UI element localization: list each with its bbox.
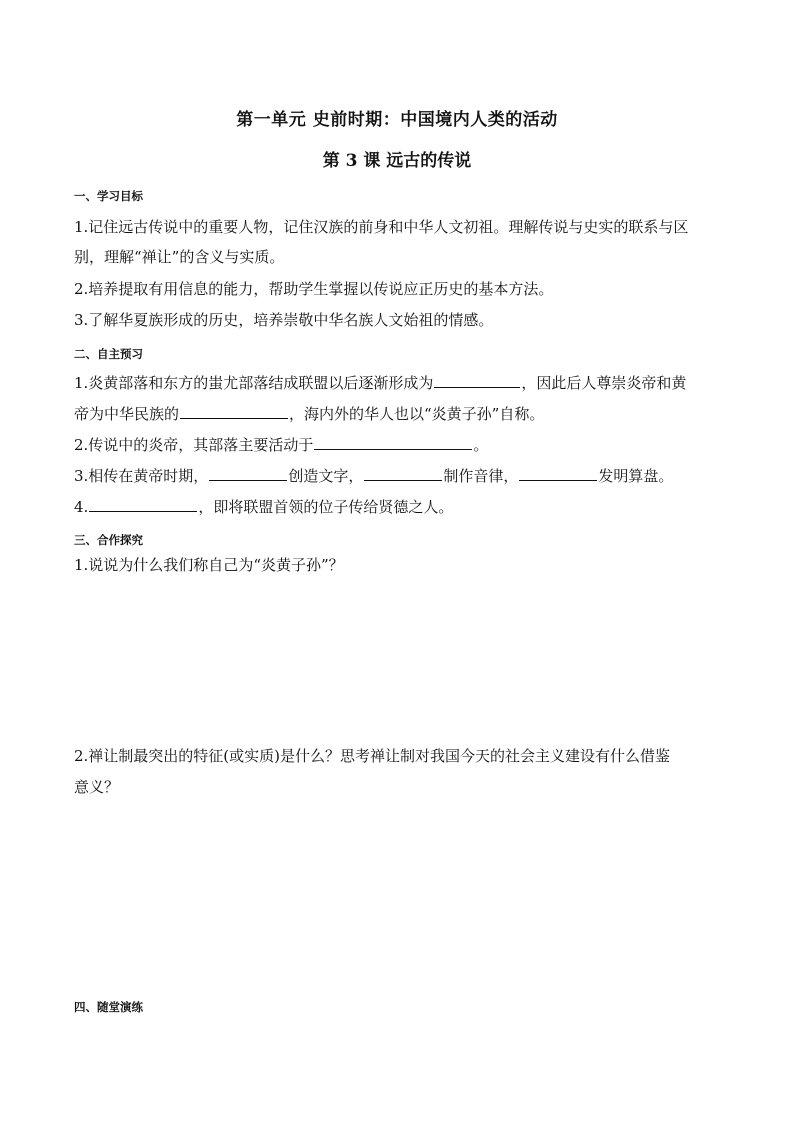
unit-title: 第一单元 史前时期：中国境内人类的活动 <box>236 110 558 130</box>
preview-question-2 <box>74 430 734 460</box>
answer-blank[interactable] <box>209 463 287 481</box>
question-text: 。 <box>473 436 489 454</box>
inquiry-question-2-line-2: 意义？ <box>74 778 120 796</box>
answer-blank[interactable] <box>519 463 597 481</box>
goal-line-2: 别，理解“禅让”的含义与实质。 <box>74 248 285 266</box>
question-text: ，即将联盟首领的位子传给贤德之人。 <box>198 498 454 516</box>
goal-line-4: 3.了解华夏族形成的历史，培养崇敬中华名族人文始祖的情感。 <box>74 311 494 329</box>
inquiry-question-1: 1.说说为什么我们称自己为“炎黄子孙”？ <box>74 556 344 574</box>
answer-blank[interactable] <box>180 401 288 419</box>
question-text: 1.炎黄部落和东方的蚩尤部落结成联盟以后逐渐形成为 <box>74 374 434 392</box>
question-text: 2.传说中的炎帝，其部落主要活动于 <box>74 436 314 454</box>
answer-blank[interactable] <box>89 494 197 512</box>
goal-line-1: 1.记住远古传说中的重要人物，记住汉族的前身和中华人文初祖。理解传说与史实的联系与区 <box>74 218 689 236</box>
section-heading-preview: 二、自主预习 <box>74 347 143 361</box>
question-text: 发明算盘。 <box>598 467 674 485</box>
question-text: 制作音律， <box>443 467 519 485</box>
inquiry-question-2-line-1: 2.禅让制最突出的特征(或实质)是什么？思考禅让制对我国今天的社会主义建设有什么借鉴 <box>74 747 671 765</box>
question-text: 4. <box>74 498 89 516</box>
answer-blank[interactable] <box>314 432 472 450</box>
preview-question-4 <box>74 492 734 522</box>
question-text: 3.相传在黄帝时期， <box>74 467 209 485</box>
preview-question-3 <box>74 461 734 491</box>
section-heading-inquiry: 三、合作探究 <box>74 533 143 547</box>
question-text: 帝为中华民族的 <box>74 405 180 423</box>
question-text: 创造文字， <box>288 467 364 485</box>
goal-line-3: 2.培养提取有用信息的能力，帮助学生掌握以传说应正历史的基本方法。 <box>74 280 554 298</box>
question-text: ，因此后人尊崇炎帝和黄 <box>521 374 687 392</box>
question-text: ，海内外的华人也以“炎黄子孙”自称。 <box>289 405 545 423</box>
preview-question-1-line-2 <box>74 399 734 429</box>
answer-blank[interactable] <box>434 370 520 388</box>
preview-question-1-line-1 <box>74 368 734 398</box>
section-heading-practice: 四、随堂演练 <box>74 1000 143 1014</box>
lesson-title: 第 3 课 远古的传说 <box>322 151 472 171</box>
answer-blank[interactable] <box>364 463 442 481</box>
section-heading-learning-goals: 一、学习目标 <box>74 189 143 203</box>
